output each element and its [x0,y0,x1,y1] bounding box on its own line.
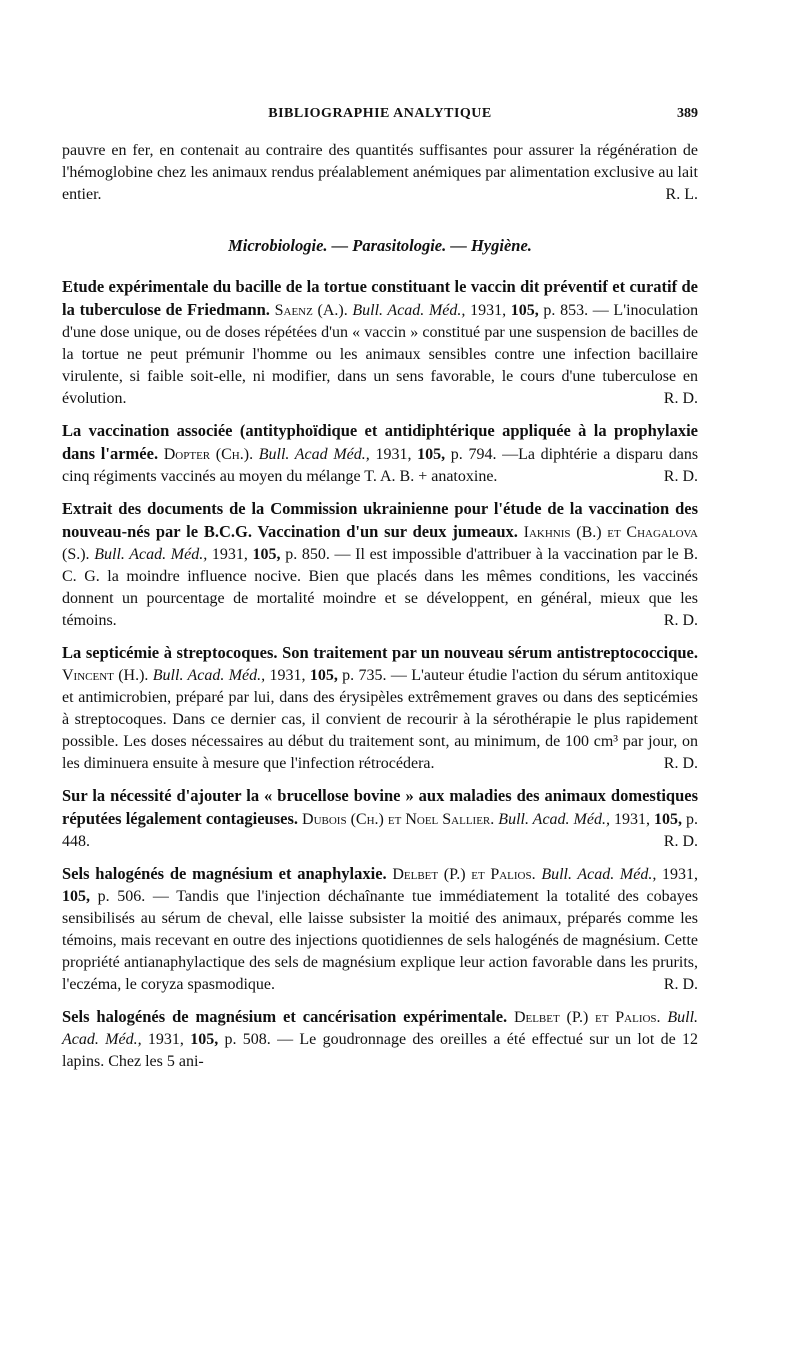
entry-pages: p. 794. [450,446,497,463]
entry-initials: R. D. [663,976,698,993]
entry-authors: Saenz (A.). [274,302,348,319]
entry-title: La vaccination associée (antityphoïdique et antidiphtérique appliquée à la prophylaxie dans l'armée. [62,421,698,463]
section-heading: Microbiologie. — Parasitologie. — Hygiène. [228,236,532,255]
entry-year: 1931, [269,667,306,684]
entry-year: 1931, [662,866,699,883]
entry-title: Sels halogénés de magnésium et cancérisation expérimentale. [62,1007,508,1026]
entry-volume: 105, [654,811,683,828]
entry-initials: R. D. [663,833,698,850]
document-page [62,100,698,1073]
entry-pages: p. 448. [62,811,699,850]
entry-text: — L'inoculation d'une dose unique, ou de doses répétées d'un « vaccin » constitué par une suspension de bacilles de la tortue ne peut prémunir l'homme ou les animaux sensibles contre une infection bacillaire virulente, si faible soit-elle, ni modifier, dans un sens favorable, le cours d'une tuberculose en évolution. [62,302,699,407]
entry-title: La septicémie à streptocoques. Son traitement par un nouveau sérum antistreptococcique. [62,643,698,662]
entry-volume: 105, [510,302,539,319]
entry-pages: p. 853. [543,302,589,319]
entry-year: 1931, [614,811,651,828]
entry-3 [62,498,698,632]
entry-authors: Delbet (P.) et Palios. [513,1009,661,1026]
entry-journal: Bull. Acad. Méd., [94,546,208,563]
entry-authors: Vincent (H.). [62,667,149,684]
entry-pages: p. 506. [97,888,146,905]
entry-text: —La diphtérie a disparu dans cinq régiments vaccinés au moyen du mélange T. A. B. + anatoxine. [62,446,699,485]
entry-pages: p. 735. [342,667,387,684]
entry-volume: 105, [417,446,446,463]
entry-6 [62,863,698,996]
entry-initials: R. D. [663,755,698,772]
entry-journal: Bull. Acad. Méd., [498,811,610,828]
entry-journal: Bull. Acad Méd., [258,446,370,463]
entry-volume: 105, [190,1031,219,1048]
entry-title: Extrait des documents de la Commission ukrainienne pour l'étude de la vaccination des nouveau-nés par le B.C.G. Vaccination d'un sur deux jumeaux. [62,499,698,541]
entry-text: — Il est impossible d'attribuer à la vaccination par le B. C. G. la moindre influence nocive. Bien que placés dans les mêmes conditions, les vaccinés donnent un pourcentage de mortalité moindre et se développent, en général, mieux que les témoins. [62,546,699,629]
entry-title: Etude expérimentale du bacille de la tortue constituant le vaccin dit préventif et curatif de la tuberculose de Friedmann. [62,277,698,319]
entry-initials: R. D. [663,612,698,629]
entry-pages: p. 850. [285,546,330,563]
entry-4 [62,642,698,775]
entry-authors: Dubois (Ch.) et Noel Sallier. [302,811,495,828]
entry-volume: 105, [252,546,281,563]
entry-text: — Tandis que l'injection déchaînante tue immédiatement la totalité des cobayes sensibilisés au sérum de cheval, elle laisse subsister la moitié des animaux, préparés comme les témoins, mais recevant en outre des injections quotidiennes de sels halogénés de magnésium. Cette propriété antianaphylactique des sels de magnésium explique leur action favorable dans les prurits, l'eczéma, le coryza spasmodique. [62,888,699,993]
entry-7 [62,1006,698,1073]
entry-year: 1931, [375,446,412,463]
page-header [62,100,698,130]
entry-title: Sels halogénés de magnésium et anaphylaxie. [62,864,387,883]
intro-paragraph [62,140,698,206]
entry-journal: Bull. Acad. Méd., [541,866,657,883]
running-title: BIBLIOGRAPHIE ANALYTIQUE [268,106,492,121]
entry-pages: p. 508. [224,1031,271,1048]
entry-authors: Delbet (P.) et Palios. [392,866,536,883]
entry-5 [62,785,698,853]
intro-initials: R. L. [665,186,698,203]
entry-authors: Dopter (Ch.). [163,446,254,463]
entry-volume: 105, [62,888,90,905]
entry-authors: Iakhnis (B.) et Chagalova (S.). [62,524,699,563]
entry-text: — Le goudronnage des oreilles a été effectué sur un lot de 12 lapins. Chez les 5 ani- [62,1031,698,1070]
entry-journal: Bull. Acad. Méd., [62,1009,699,1048]
entry-volume: 105, [309,667,338,684]
intro-text: pauvre en fer, en contenait au contraire des quantités suffisantes pour assurer la régénération de l'hémoglobine chez les animaux rendus préalablement anémiques par alimentation exclusive au lait entier. [62,142,698,203]
entry-initials: R. D. [663,468,698,485]
entry-1 [62,276,698,410]
entry-journal: Bull. Acad. Méd., [152,667,266,684]
entry-year: 1931, [211,546,248,563]
entry-2 [62,420,698,488]
entry-year: 1931, [470,302,507,319]
entry-initials: R. D. [663,390,698,407]
entry-text: — L'auteur étudie l'action du sérum antitoxique et antimicrobien, préparé par lui, dans des érysipèles extrêmement graves ou dans des septicémies à streptocoques. Dans ce dernier cas, il convient de recourir à la sérothérapie le plus rapidement possible. Les doses nécessaires au début du traitement sont, au minimum, de 100 cm³ par jour, on les diminuera ensuite à mesure que l'infection rétrocédera. [62,667,699,772]
entry-journal: Bull. Acad. Méd., [352,302,466,319]
entry-title: Sur la nécessité d'ajouter la « brucellose bovine » aux maladies des animaux domestiques réputées légalement contagieuses. [62,786,698,828]
page-number: 389 [677,106,698,121]
entry-year: 1931, [147,1031,184,1048]
